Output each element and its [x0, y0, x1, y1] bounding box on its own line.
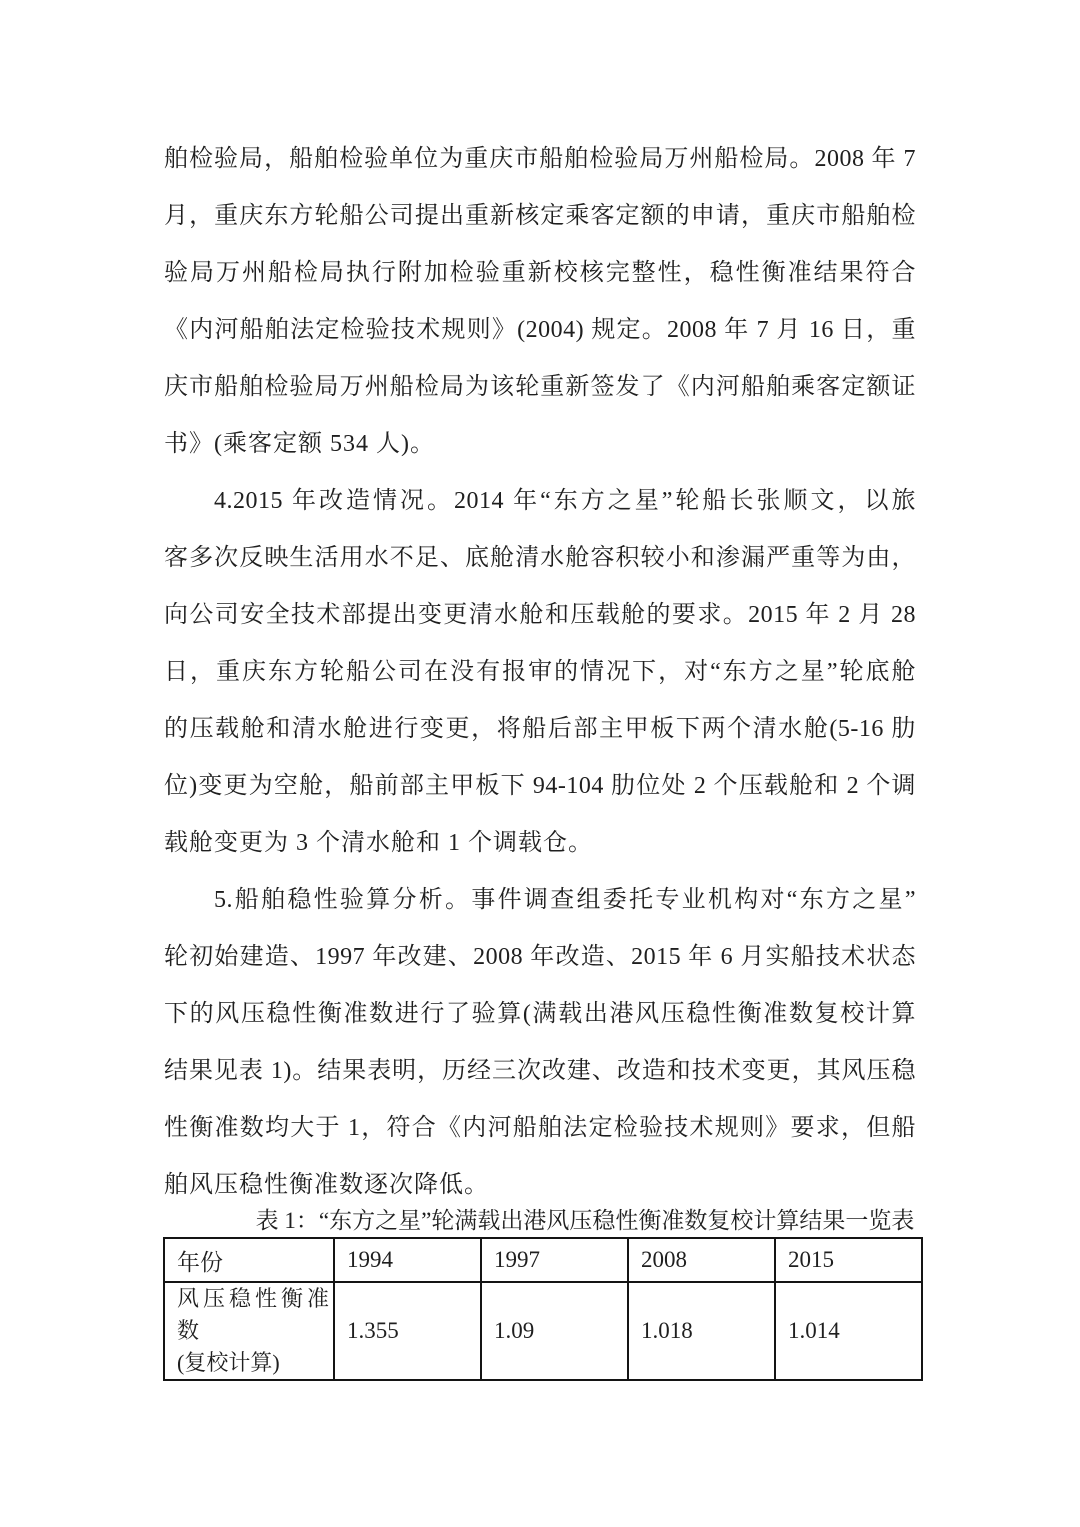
text-line: 《内河船舶法定检验技术规则》(2004) 规定。2008 年 7 月 16 日，重	[164, 317, 916, 343]
table-cell-year-1997: 1997	[481, 1238, 628, 1282]
text-line: 舶检验局，船舶检验单位为重庆市船舶检验局万州船检局。2008 年 7	[164, 146, 916, 172]
text-line: 轮初始建造、1997 年改建、2008 年改造、2015 年 6 月实船技术状态	[164, 944, 916, 970]
paragraph-2	[164, 473, 916, 872]
text-line: 载舱变更为 3 个清水舱和 1 个调载仓。	[164, 830, 593, 856]
table-cell-value-2008: 1.018	[628, 1282, 775, 1380]
text-line: 验局万州船检局执行附加检验重新校核完整性，稳性衡准结果符合	[164, 260, 916, 286]
criterion-label-line2: (复校计算)	[177, 1350, 280, 1375]
text-line: 舶风压稳性衡准数逐次降低。	[164, 1172, 489, 1198]
table-section	[163, 1205, 921, 1381]
text-line: 下的风压稳性衡准数进行了验算(满载出港风压稳性衡准数复校计算	[164, 1001, 916, 1027]
text-line: 书》(乘客定额 534 人)。	[164, 431, 435, 457]
table-header-row	[164, 1238, 922, 1282]
table-cell-value-1994: 1.355	[334, 1282, 481, 1380]
text-line: 性衡准数均大于 1，符合《内河船舶法定检验技术规则》要求，但船	[164, 1115, 916, 1141]
text-line: 庆市船舶检验局万州船检局为该轮重新签发了《内河船舶乘客定额证	[164, 374, 916, 400]
paragraph-3	[164, 872, 916, 1214]
text-line: 结果见表 1)。结果表明，历经三次改建、改造和技术变更，其风压稳	[164, 1058, 916, 1084]
text-line: 的压载舱和清水舱进行变更，将船后部主甲板下两个清水舱(5-16 肋	[164, 716, 916, 742]
text-line: 月，重庆东方轮船公司提出重新核定乘客定额的申请，重庆市船舶检	[164, 203, 916, 229]
table-data-row	[164, 1282, 922, 1380]
text-line: 5.船舶稳性验算分析。事件调查组委托专业机构对“东方之星”	[214, 887, 916, 913]
text-line: 客多次反映生活用水不足、底舱清水舱容积较小和渗漏严重等为由，	[164, 545, 916, 571]
table-cell-year-label: 年份	[164, 1238, 334, 1282]
table-cell-year-2015: 2015	[775, 1238, 922, 1282]
body-text	[164, 131, 916, 1214]
criterion-label-line1: 风压稳性衡准数	[177, 1286, 329, 1343]
text-line: 日，重庆东方轮船公司在没有报审的情况下，对“东方之星”轮底舱	[164, 659, 916, 685]
text-line: 向公司安全技术部提出变更清水舱和压载舱的要求。2015 年 2 月 28	[164, 602, 916, 628]
table-cell-year-2008: 2008	[628, 1238, 775, 1282]
table-cell-criterion-label	[164, 1282, 334, 1380]
paragraph-1	[164, 131, 916, 473]
stability-table	[163, 1237, 923, 1381]
table-cell-value-1997: 1.09	[481, 1282, 628, 1380]
table-cell-year-1994: 1994	[334, 1238, 481, 1282]
table-cell-value-2015: 1.014	[775, 1282, 922, 1380]
table-caption: 表 1：“东方之星”轮满载出港风压稳性衡准数复校计算结果一览表	[255, 1208, 915, 1233]
text-line: 位)变更为空舱，船前部主甲板下 94-104 肋位处 2 个压载舱和 2 个调	[164, 773, 916, 799]
text-line: 4.2015 年改造情况。2014 年“东方之星”轮船长张顺文，以旅	[214, 488, 916, 514]
